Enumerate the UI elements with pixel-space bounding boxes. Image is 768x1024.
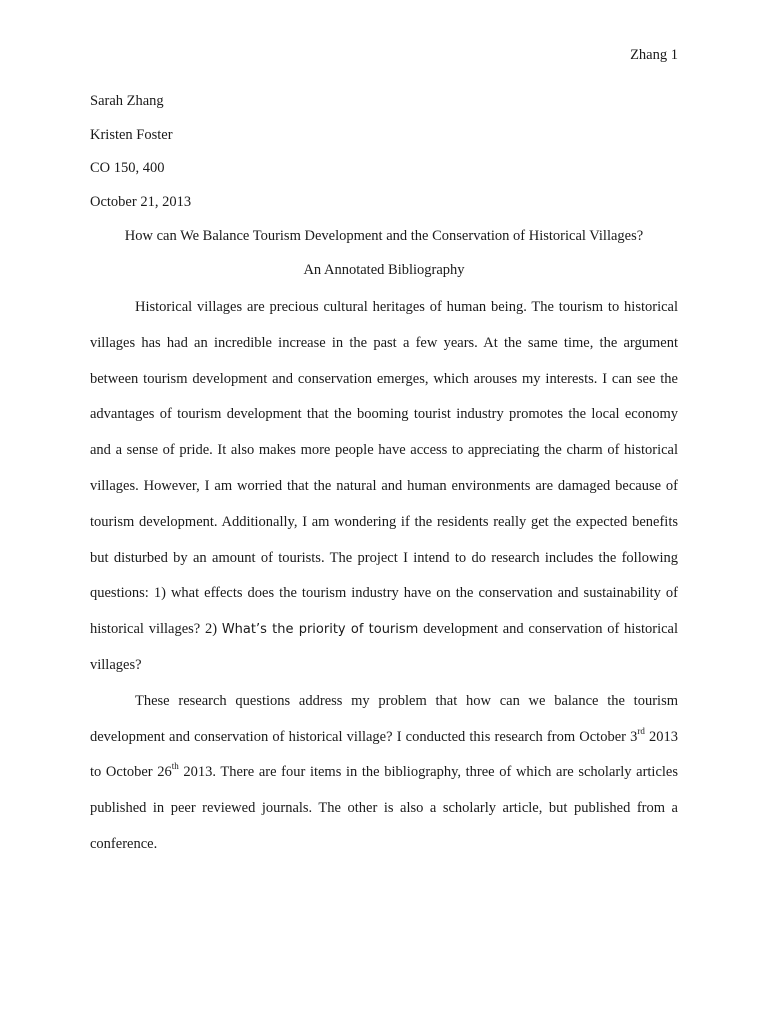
instructor-name: Kristen Foster — [90, 126, 173, 143]
paragraph-1-text: Historical villages are precious cultural heritages of human being. The tourism to historical villages has had an incredible increase in the past a few years. At the same time, the argument between tourism development and conservation emerges, which arouses my interests. I can see the advantages of tourism development that the booming tourist industry promotes the local economy and a sense of pride. It also makes more people have access to appreciating the charm of historical villages. However, I am worried that the natural and human environments are damaged because of tourism development. Additionally, I am wondering if the residents really get the expected benefits but disturbed by an amount of tourists. The project I intend to do research includes the following questions: 1) what effects does the tourism industry have on the conservation and sustainability of historical villages? 2) — [90, 299, 678, 638]
mla-heading — [90, 92, 678, 226]
paragraph-2-tail: 2013. There are four items in the bibliography, three of which are scholarly articles published in peer reviewed journals. The other is also a scholarly article, but published from a conference. — [90, 764, 678, 852]
student-name: Sarah Zhang — [90, 93, 164, 109]
document-subtitle: An Annotated Bibliography — [303, 262, 465, 278]
paragraph-2-text: These research questions address my problem that how can we balance the tourism development and conservation of historical village? I conducted this research from October 3 — [90, 692, 678, 745]
paragraph-2-middle: 2013 to October 26 — [90, 728, 679, 781]
document-title: How can We Balance Tourism Development and the Conservation of Historical Villages? — [124, 228, 644, 244]
body-text — [90, 290, 678, 863]
paragraph-1-tail: development and conservation of historical villages? — [90, 621, 679, 673]
course-name: CO 150, 400 — [90, 160, 165, 176]
paragraph-1 — [90, 290, 678, 684]
paragraph-2 — [90, 684, 678, 863]
document-date: October 21, 2013 — [90, 193, 192, 210]
paragraph-1-sans-text: What’s the priority of tourism — [221, 622, 419, 638]
ordinal-suffix: th — [171, 761, 179, 772]
ordinal-suffix: rd — [637, 725, 645, 736]
running-head: Zhang 1 — [630, 47, 678, 63]
